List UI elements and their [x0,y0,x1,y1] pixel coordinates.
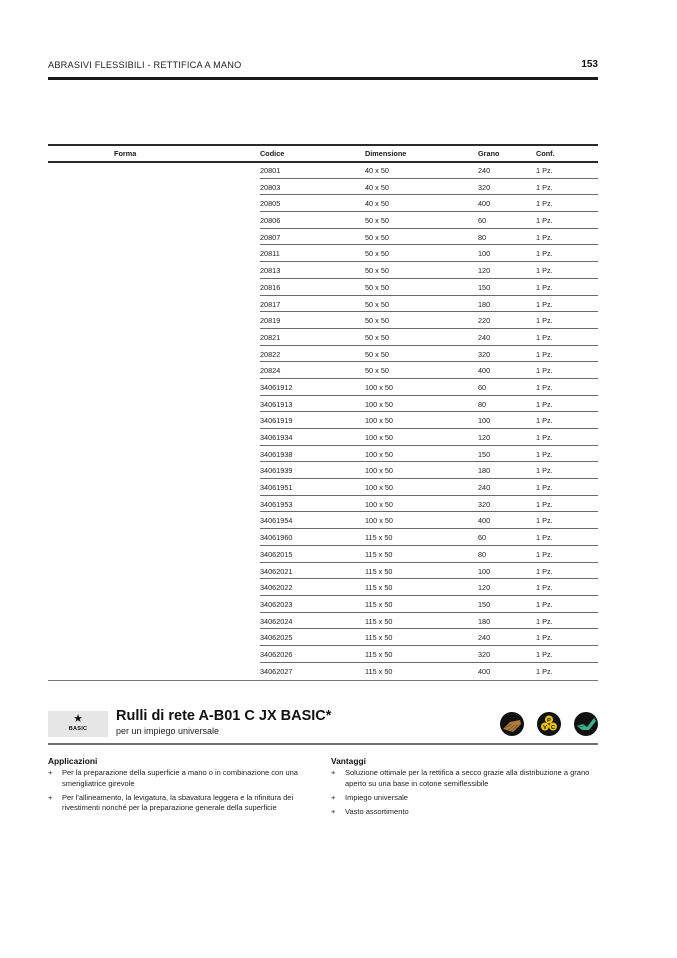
table-row [260,362,598,379]
cell-code: 34061938 [260,449,293,459]
cell-grit: 100 [478,566,491,576]
cell-code: 20813 [260,266,281,276]
cell-pack: 1 Pz. [536,533,553,543]
table-row [260,613,598,630]
cell-grit: 180 [478,299,491,309]
cell-pack: 1 Pz. [536,483,553,493]
cell-pack: 1 Pz. [536,433,553,442]
table-row [260,512,598,529]
cell-pack: 1 Pz. [536,166,553,175]
plus-icon: + [331,792,336,802]
cell-grit: 240 [478,633,491,643]
cell-dimension: 100 x 50 [365,399,393,409]
cell-grit: 80 [478,549,487,559]
plus-icon: + [331,768,336,777]
advantages-heading: Vantaggi [331,756,366,766]
table-row [260,279,598,296]
cell-pack: 1 Pz. [536,332,553,342]
section-title: ABRASIVI FLESSIBILI - RETTIFICA A MANO [48,60,242,70]
cell-grit: 240 [478,483,491,493]
cell-code: 34062023 [260,599,293,609]
cell-pack: 1 Pz. [536,382,553,392]
list-item-text: Per la preparazione della superficie a mano o in combinazione con una smerigliatrice girevole [62,768,298,788]
product-heading [48,705,598,745]
cell-pack: 1 Pz. [536,649,553,659]
col-header-code: Codice [260,149,285,158]
cell-pack: 1 Pz. [536,499,553,509]
cell-dimension: 115 x 50 [365,549,393,559]
cell-grit: 150 [478,449,491,459]
table-row [260,379,598,396]
cell-pack: 1 Pz. [536,566,553,576]
cell-grit: 320 [478,349,491,359]
cell-pack: 1 Pz. [536,249,553,259]
cell-code: 20805 [260,199,281,209]
cell-grit: 120 [478,583,491,593]
cell-dimension: 50 x 50 [365,249,389,259]
cell-code: 20806 [260,216,281,226]
cell-pack: 1 Pz. [536,599,553,609]
cell-pack: 1 Pz. [536,449,553,459]
applications-section [48,756,318,817]
cell-dimension: 115 x 50 [365,566,393,576]
cell-code: 34061919 [260,416,293,426]
cell-dimension: 100 x 50 [365,499,393,509]
cell-code: 20803 [260,182,281,192]
table-row [260,546,598,563]
table-row [260,312,598,329]
cell-dimension: 50 x 50 [365,316,389,326]
list-item [331,768,598,789]
cell-dimension: 100 x 50 [365,433,393,442]
list-item [331,807,598,818]
cell-code: 20811 [260,249,280,259]
cell-grit: 100 [478,416,491,426]
wood-icon [500,712,524,736]
table-row [260,296,598,313]
cell-code: 34062022 [260,583,293,593]
badge-label: BASIC [68,726,88,732]
cell-pack: 1 Pz. [536,199,553,209]
advantages-list [331,768,598,817]
cell-dimension: 115 x 50 [365,583,393,593]
list-item [331,793,598,804]
cell-code: 20817 [260,299,281,309]
table-row [260,563,598,580]
list-item-text: Vasto assortimento [345,806,409,816]
cell-pack: 1 Pz. [536,583,553,593]
cell-code: 34062027 [260,666,293,676]
cell-dimension: 50 x 50 [365,299,389,309]
cell-grit: 240 [478,332,491,342]
cell-dimension: 100 x 50 [365,483,393,493]
col-header-shape: Forma [114,149,137,158]
cell-code: 34062015 [260,549,293,559]
cell-dimension: 115 x 50 [365,633,393,643]
product-rule [48,743,598,745]
cell-dimension: 115 x 50 [365,599,393,609]
cell-dimension: 115 x 50 [365,533,393,543]
cell-pack: 1 Pz. [536,316,553,326]
product-title: Rulli di rete A-B01 C JX BASIC* [116,708,332,724]
table-row [260,229,598,246]
cell-pack: 1 Pz. [536,633,553,643]
cell-code: 34061934 [260,433,293,442]
cell-dimension: 100 x 50 [365,516,393,526]
cell-grit: 150 [478,282,491,292]
cell-grit: 120 [478,433,491,442]
star-icon: ★ [73,713,83,725]
cell-grit: 400 [478,666,491,676]
table-row [260,346,598,363]
pvc-icon [537,712,561,736]
cell-pack: 1 Pz. [536,366,553,376]
list-item-text: Per l'allineamento, la levigatura, la sbavatura leggera e la rifinitura dei rivestimenti nonché per la preparazione generale della superficie [62,792,294,812]
cell-dimension: 40 x 50 [365,182,389,192]
cell-dimension: 115 x 50 [365,616,393,626]
cell-code: 34061912 [260,382,293,392]
list-item [48,768,318,789]
table-bottom-rule [48,680,598,681]
cell-code: 34062024 [260,616,293,626]
cell-grit: 120 [478,266,491,276]
cell-grit: 320 [478,649,491,659]
table-row [260,396,598,413]
header-rule [48,77,598,80]
cell-code: 34061913 [260,399,293,409]
table-row [260,579,598,596]
cell-grit: 180 [478,616,491,626]
svg-text:V: V [543,724,547,731]
table-row [260,529,598,546]
table-body [260,162,598,679]
cell-dimension: 100 x 50 [365,416,393,426]
cell-code: 20807 [260,232,281,242]
cell-code: 20801 [260,166,281,175]
table-row [260,329,598,346]
cell-dimension: 115 x 50 [365,649,393,659]
cell-code: 34061939 [260,466,293,476]
cell-grit: 100 [478,249,491,259]
table-row [260,462,598,479]
cell-pack: 1 Pz. [536,182,553,192]
list-item-text: Impiego universale [345,792,408,802]
cell-grit: 80 [478,399,487,409]
product-subtitle: per un impiego universale [116,726,220,736]
cell-grit: 220 [478,316,491,326]
table-row [260,429,598,446]
table-row [260,446,598,463]
table-row [260,596,598,613]
cell-pack: 1 Pz. [536,416,553,426]
cell-dimension: 50 x 50 [365,332,389,342]
table-row [260,162,598,179]
cell-code: 34062025 [260,633,293,643]
cell-pack: 1 Pz. [536,399,553,409]
applications-list [48,768,318,814]
cell-code: 34061953 [260,499,293,509]
cell-dimension: 50 x 50 [365,366,389,376]
table-row [260,195,598,212]
cell-dimension: 50 x 50 [365,232,389,242]
list-item-text: Soluzione ottimale per la rettifica a secco grazie alla distribuzione a grano aperto su una base in cotone semiflessibile [345,768,590,788]
cell-pack: 1 Pz. [536,616,553,626]
cell-code: 20822 [260,349,281,359]
table-row [260,646,598,663]
cell-dimension: 100 x 50 [365,449,393,459]
svg-text:P: P [547,717,551,724]
list-item [48,793,318,814]
cell-grit: 60 [478,216,487,226]
running-header [48,60,598,74]
col-header-pack: Conf. [536,149,555,158]
cell-code: 34061951 [260,483,293,493]
cell-pack: 1 Pz. [536,299,553,309]
cell-dimension: 40 x 50 [365,166,389,175]
cell-code: 20819 [260,316,281,326]
cell-code: 34061960 [260,533,293,543]
table-row [260,262,598,279]
table-row [260,412,598,429]
cell-grit: 60 [478,533,487,543]
paint-brush-icon [574,712,598,736]
col-header-dimension: Dimensione [365,149,407,158]
table-row [260,212,598,229]
plus-icon: + [331,806,336,816]
cell-code: 20821 [260,332,281,342]
cell-code: 34062021 [260,566,293,576]
cell-dimension: 100 x 50 [365,382,393,392]
col-header-grit: Grano [478,149,500,158]
page-number: 153 [581,59,598,70]
advantages-section [331,756,598,821]
cell-pack: 1 Pz. [536,266,553,276]
cell-dimension: 50 x 50 [365,266,389,276]
basic-badge [48,711,108,737]
cell-code: 34061954 [260,516,293,526]
plus-icon: + [48,792,53,802]
cell-dimension: 50 x 50 [365,282,389,292]
material-icons [500,712,598,736]
table-row [260,245,598,262]
cell-grit: 320 [478,182,491,192]
cell-grit: 80 [478,232,487,242]
cell-pack: 1 Pz. [536,349,553,359]
cell-dimension: 115 x 50 [365,666,393,676]
cell-dimension: 40 x 50 [365,199,389,209]
cell-grit: 400 [478,366,491,376]
cell-grit: 180 [478,466,491,476]
cell-dimension: 100 x 50 [365,466,393,476]
table-row [260,479,598,496]
cell-grit: 400 [478,516,491,526]
cell-code: 34062026 [260,649,293,659]
table-row [260,629,598,646]
svg-text:C: C [551,724,555,731]
cell-pack: 1 Pz. [536,282,553,292]
table-row [260,496,598,513]
table-header [48,146,598,161]
cell-pack: 1 Pz. [536,232,553,242]
cell-grit: 400 [478,199,491,209]
table-row [260,663,598,680]
cell-grit: 240 [478,166,491,175]
cell-code: 20816 [260,282,281,292]
plus-icon: + [48,768,53,777]
cell-grit: 60 [478,382,487,392]
cell-pack: 1 Pz. [536,466,553,476]
cell-dimension: 50 x 50 [365,216,389,226]
cell-code: 20824 [260,366,281,376]
cell-pack: 1 Pz. [536,516,553,526]
cell-grit: 320 [478,499,491,509]
cell-pack: 1 Pz. [536,666,553,676]
cell-pack: 1 Pz. [536,216,553,226]
cell-grit: 150 [478,599,491,609]
applications-heading: Applicazioni [48,756,98,766]
table-row [260,179,598,196]
cell-dimension: 50 x 50 [365,349,389,359]
cell-pack: 1 Pz. [536,549,553,559]
